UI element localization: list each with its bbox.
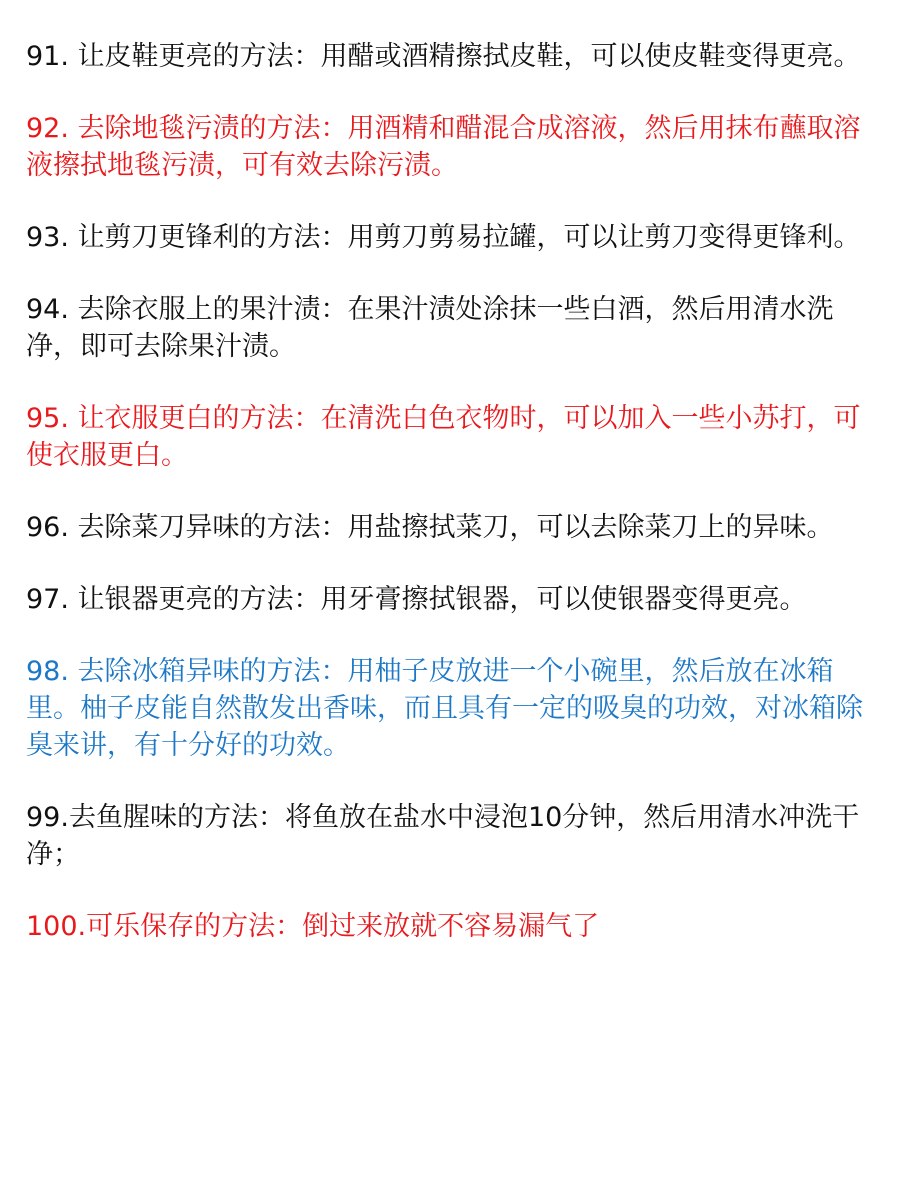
tips-list xyxy=(26,38,886,980)
tip-91: 91. 让皮鞋更亮的方法：用醋或酒精擦拭皮鞋，可以使皮鞋变得更亮。 xyxy=(26,41,861,72)
tip-98: 98. 去除冰箱异味的方法：用柚子皮放进一个小碗里，然后放在冰箱里。柚子皮能自然散发出香味，而且具有一定的吸臭的功效，对冰箱除臭来讲，有十分好的功效。 xyxy=(26,656,863,761)
tip-100: 100.可乐保存的方法：倒过来放就不容易漏气了 xyxy=(26,911,600,942)
tip-94: 94. 去除衣服上的果汁渍：在果汁渍处涂抹一些白酒，然后用清水洗净，即可去除果汁渍。 xyxy=(26,294,834,362)
tip-97: 97. 让银器更亮的方法：用牙膏擦拭银器，可以使银器变得更亮。 xyxy=(26,584,807,615)
tip-92: 92. 去除地毯污渍的方法：用酒精和醋混合成溶液，然后用抹布蘸取溶液擦拭地毯污渍，可有效去除污渍。 xyxy=(26,113,861,181)
tip-93: 93. 让剪刀更锋利的方法：用剪刀剪易拉罐，可以让剪刀变得更锋利。 xyxy=(26,222,861,253)
tip-95: 95. 让衣服更白的方法：在清洗白色衣物时，可以加入一些小苏打，可使衣服更白。 xyxy=(26,403,861,471)
tip-99: 99.去鱼腥味的方法：将鱼放在盐水中浸泡10分钟，然后用清水冲洗干净； xyxy=(26,802,860,870)
tip-96: 96. 去除菜刀异味的方法：用盐擦拭菜刀，可以去除菜刀上的异味。 xyxy=(26,512,834,543)
